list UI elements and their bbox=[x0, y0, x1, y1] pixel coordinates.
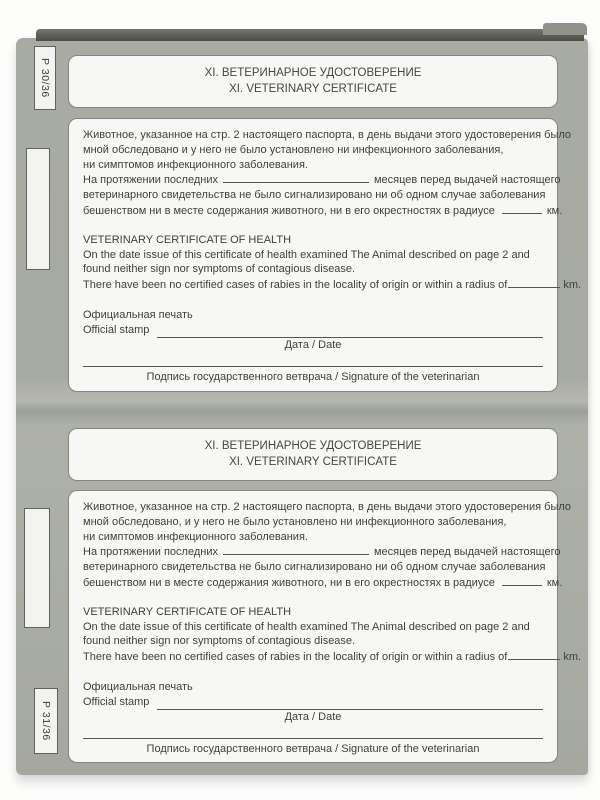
en-heading: VETERINARY CERTIFICATE OF HEALTH bbox=[83, 233, 292, 246]
en-heading: VETERINARY CERTIFICATE OF HEALTH bbox=[83, 605, 292, 618]
page-number-label: Р 31/36 bbox=[40, 701, 52, 741]
en-exam-line: found neither sign nor symptoms of contagious disease. bbox=[83, 635, 356, 648]
ru-exam-line: ни симптомов инфекционного заболевания. bbox=[83, 158, 308, 171]
en-exam-line: found neither sign nor symptoms of contagious disease. bbox=[83, 263, 356, 276]
blank-side-tab-top bbox=[26, 148, 50, 270]
signature-blank-line bbox=[83, 737, 543, 739]
radius-blank-field-en bbox=[508, 649, 560, 660]
date-label: Дата / Date bbox=[284, 710, 342, 723]
ru-months-line: На протяжении последних месяцев перед выдачей настоящего bbox=[83, 174, 561, 187]
blank-side-tab-bottom bbox=[24, 508, 50, 628]
signature-label: Подпись государственного ветврача / Signature of the veterinarian bbox=[146, 743, 480, 756]
stamp-blank-line bbox=[157, 698, 543, 710]
certificate-2-header bbox=[68, 428, 558, 481]
certificate-title-ru: XI. ВЕТЕРИНАРНОЕ УДОСТОВЕРЕНИЕ bbox=[204, 67, 422, 79]
passport-page bbox=[16, 38, 588, 775]
certificate-1-header bbox=[68, 55, 558, 108]
page-number-label: Р 30/36 bbox=[39, 58, 51, 98]
certificate-1-body bbox=[68, 118, 582, 392]
ru-rabies-line: ветеринарного свидетельства не было сигнализировано ни об одном случае заболевания bbox=[83, 189, 546, 202]
ru-exam-line: Животное, указанное на стр. 2 настоящего паспорта, в день выдачи этого удостоверения было bbox=[83, 129, 572, 141]
booklet-top-edge bbox=[36, 29, 584, 41]
en-radius-line: There have been no certified cases of rabies in the locality of origin or within a radius of km. bbox=[83, 279, 582, 292]
certificate-title-en: XI. VETERINARY CERTIFICATE bbox=[229, 83, 397, 95]
page-number-tab-30 bbox=[34, 46, 56, 110]
ru-months-line: На протяжении последних месяцев перед выдачей настоящего bbox=[83, 546, 561, 559]
en-radius-line: There have been no certified cases of rabies in the locality of origin or within a radius of km. bbox=[83, 651, 582, 664]
en-exam-line: On the date issue of this certificate of health examined The Animal described on page 2 and bbox=[83, 620, 530, 633]
page-number-tab-31 bbox=[34, 688, 58, 754]
stamp-label-ru: Официальная печать bbox=[83, 680, 193, 693]
certificate-title-en: XI. VETERINARY CERTIFICATE bbox=[229, 456, 397, 468]
official-stamp-row bbox=[83, 695, 543, 710]
booklet-corner-page bbox=[543, 23, 587, 35]
radius-blank-field bbox=[502, 203, 542, 214]
ru-radius-line: бешенством ни в месте содержания животного, ни в его окрестностях в радиусе км. bbox=[83, 576, 563, 589]
months-blank-field bbox=[223, 544, 369, 555]
signature-blank-line bbox=[83, 365, 543, 367]
ru-radius-line: бешенством ни в месте содержания животного, ни в его окрестностях в радиусе км. bbox=[83, 204, 563, 217]
radius-blank-field-en bbox=[508, 277, 560, 288]
months-blank-field bbox=[223, 172, 369, 183]
ru-rabies-line: ветеринарного свидетельства не было сигнализировано ни об одном случае заболевания bbox=[83, 561, 546, 574]
ru-exam-line: мной обследовано и у него не было установлено ни инфекционного заболевания, bbox=[83, 143, 504, 156]
signature-label: Подпись государственного ветврача / Signature of the veterinarian bbox=[146, 371, 480, 384]
ru-exam-line: ни симптомов инфекционного заболевания. bbox=[83, 530, 308, 543]
certificate-2-body bbox=[68, 490, 582, 763]
stamp-label-en: Official stamp bbox=[83, 323, 150, 336]
stamp-label-en: Official stamp bbox=[83, 695, 150, 708]
date-label: Дата / Date bbox=[284, 338, 342, 351]
stamp-blank-line bbox=[157, 326, 543, 338]
stamp-label-ru: Официальная печать bbox=[83, 308, 193, 321]
certificate-title-ru: XI. ВЕТЕРИНАРНОЕ УДОСТОВЕРЕНИЕ bbox=[204, 440, 422, 452]
ru-exam-line: Животное, указанное на стр. 2 настоящего паспорта, в день выдачи этого удостоверения было bbox=[83, 501, 572, 513]
official-stamp-row bbox=[83, 323, 543, 338]
radius-blank-field bbox=[502, 575, 542, 586]
ru-exam-line: мной обследовано, и у него не было установлено ни инфекционного заболевания, bbox=[83, 515, 507, 528]
en-exam-line: On the date issue of this certificate of health examined The Animal described on page 2 and bbox=[83, 248, 530, 261]
